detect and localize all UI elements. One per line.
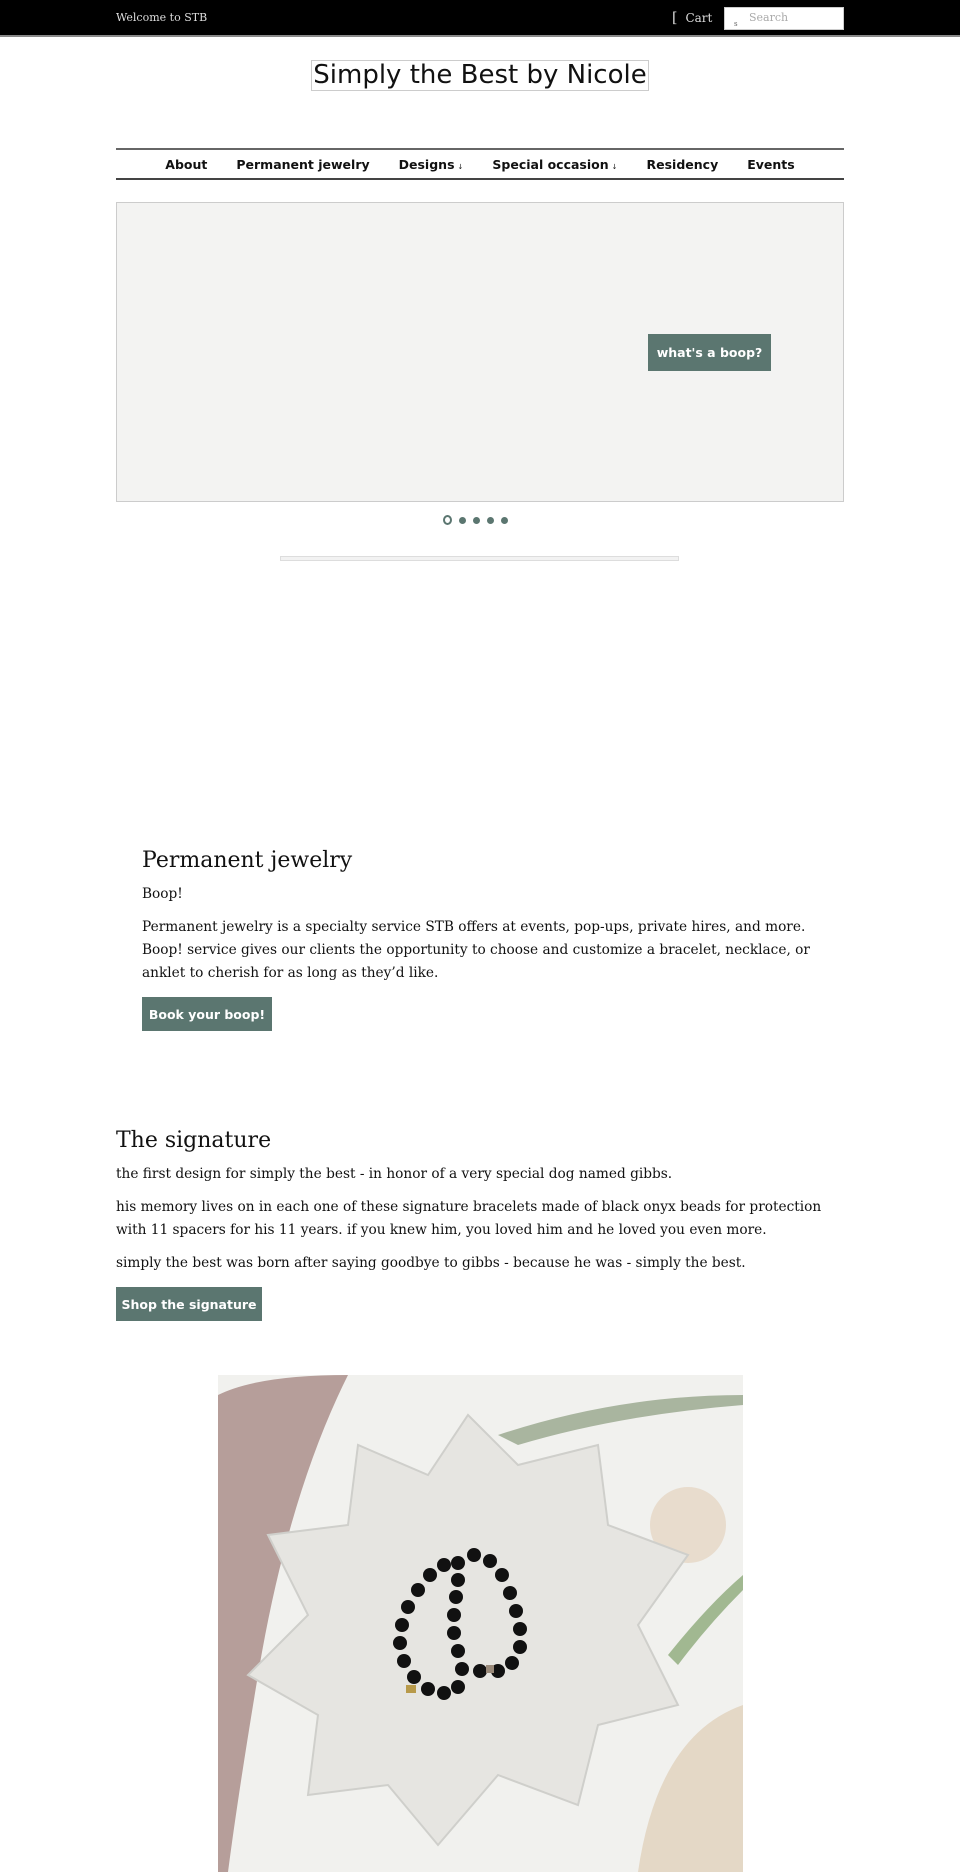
search-icon: s <box>734 20 738 28</box>
slider-dot-3[interactable] <box>473 517 480 524</box>
book-your-boop-button[interactable]: Book your boop! <box>142 997 272 1031</box>
signature-bracelets-photo <box>218 1375 743 1872</box>
site-title[interactable]: Simply the Best by Nicole <box>311 60 649 91</box>
section-heading: The signature <box>116 1128 272 1153</box>
section-subtitle: Boop! <box>142 886 183 902</box>
slider-dot-2[interactable] <box>459 517 466 524</box>
nav-item-events[interactable]: Events <box>747 156 795 172</box>
slider-dot-5[interactable] <box>501 517 508 524</box>
top-bar <box>0 0 960 37</box>
section-heading: Permanent jewelry <box>142 848 353 873</box>
search-placeholder: Search <box>749 11 789 24</box>
shop-the-signature-button[interactable]: Shop the signature <box>116 1287 262 1321</box>
nav-item-designs[interactable] <box>399 157 464 172</box>
cart-icon: [ <box>672 10 678 26</box>
cart-link[interactable] <box>672 10 712 26</box>
nav-item-label: Designs <box>398 156 455 172</box>
paragraph: the first design for simply the best - in honor of a very special dog named gibbs. <box>116 1166 673 1182</box>
signature-section <box>116 1128 846 1321</box>
search-input[interactable] <box>724 7 844 30</box>
nav-item-special-occasion[interactable] <box>492 157 617 172</box>
nav-item-label: Special occasion <box>492 156 609 172</box>
welcome-text: Welcome to STB <box>116 11 208 24</box>
whats-a-boop-button[interactable]: what's a boop? <box>648 334 771 371</box>
slider-pagination <box>443 515 508 525</box>
nav-item-residency[interactable]: Residency <box>646 156 719 172</box>
cart-label: Cart <box>685 11 713 25</box>
nav-item-about[interactable]: About <box>165 156 208 172</box>
paragraph: simply the best was born after saying goodbye to gibbs - because he was - simply the best. <box>116 1255 746 1271</box>
chevron-down-icon: ↓ <box>611 162 618 171</box>
chevron-down-icon: ↓ <box>457 162 464 171</box>
slider-dot-4[interactable] <box>487 517 494 524</box>
section-body: Permanent jewelry is a specialty service STB offers at events, pop-ups, private hires, and more. Boop! service gives our clients the opportunity to choose and customize a bracelet, necklace, or anklet to cherish for as long as they’d like. <box>142 919 810 981</box>
main-nav <box>116 148 844 180</box>
divider <box>280 556 679 561</box>
paragraph: his memory lives on in each one of these signature bracelets made of black onyx beads for protection with 11 spacers for his 11 years. if you knew him, you loved him and he loved you even more. <box>116 1199 822 1238</box>
slider-dot-1[interactable] <box>443 515 452 525</box>
nav-item-permanent-jewelry[interactable]: Permanent jewelry <box>236 156 370 172</box>
permanent-jewelry-section <box>142 848 842 1031</box>
